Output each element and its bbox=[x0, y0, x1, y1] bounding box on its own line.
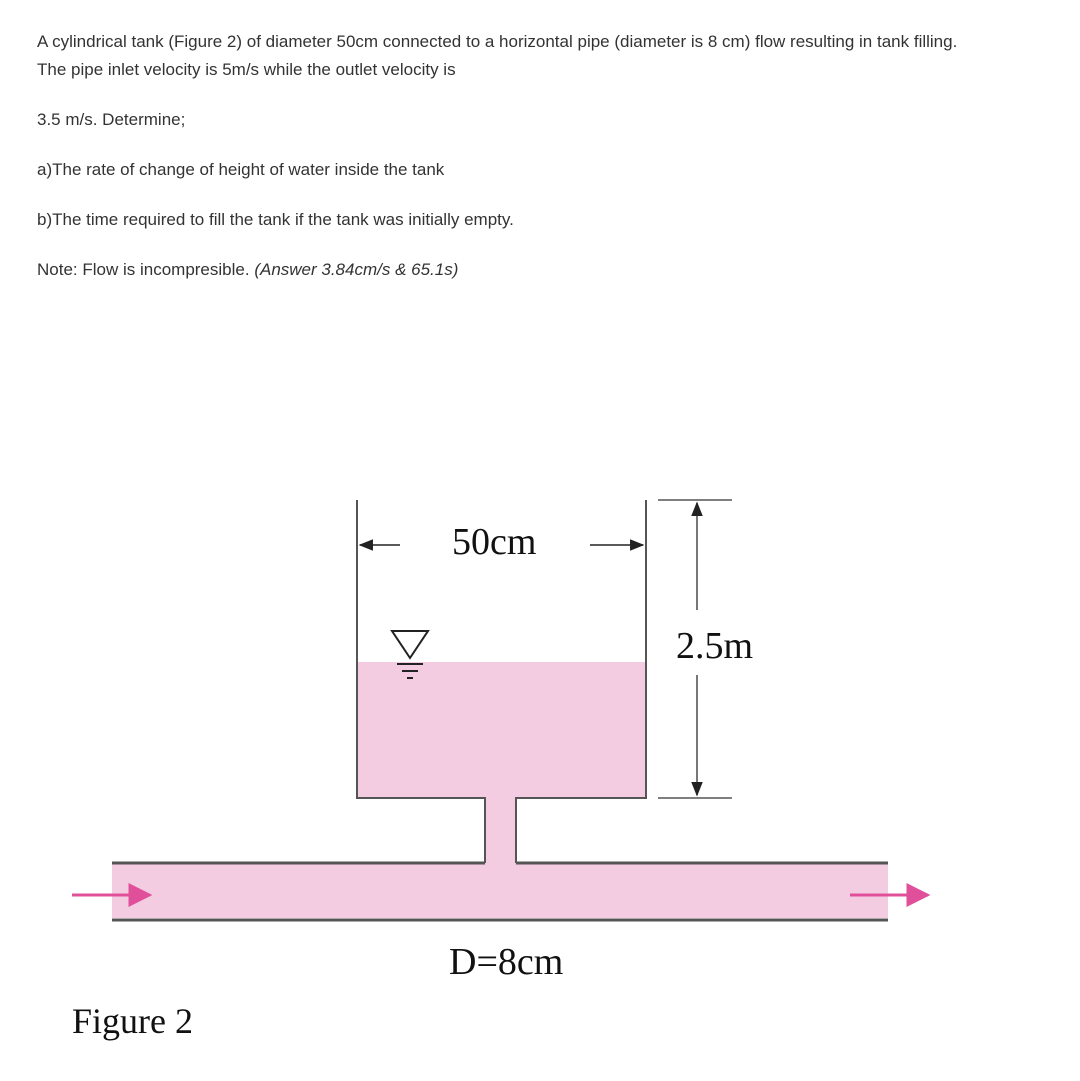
problem-intro-line1: A cylindrical tank (Figure 2) of diameter 50cm connected to a horizontal pipe (diameter is 8 cm) flow resulting in tank filling. bbox=[37, 32, 958, 51]
tank-figure bbox=[0, 480, 1080, 1080]
water-fill bbox=[112, 662, 888, 918]
problem-statement bbox=[37, 28, 1057, 284]
note-line bbox=[37, 256, 1057, 284]
problem-intro-line2: The pipe inlet velocity is 5m/s while the outlet velocity is bbox=[37, 60, 456, 79]
tank-diameter-label: 50cm bbox=[452, 521, 537, 563]
question-part-a: a)The rate of change of height of water inside the tank bbox=[37, 160, 445, 179]
tank-height-label: 2.5m bbox=[676, 625, 754, 667]
water-region bbox=[112, 662, 888, 918]
question-part-b: b)The time required to fill the tank if the tank was initially empty. bbox=[37, 210, 514, 229]
problem-intro-line3: 3.5 m/s. Determine; bbox=[37, 110, 186, 129]
note-prefix: Note: Flow is incompresible. bbox=[37, 260, 255, 279]
pipe-diameter-label: D=8cm bbox=[449, 941, 564, 983]
note-answer: (Answer 3.84cm/s & 65.1s) bbox=[254, 260, 459, 279]
tank-diagram bbox=[0, 480, 1080, 1080]
figure-caption: Figure 2 bbox=[72, 1001, 193, 1041]
